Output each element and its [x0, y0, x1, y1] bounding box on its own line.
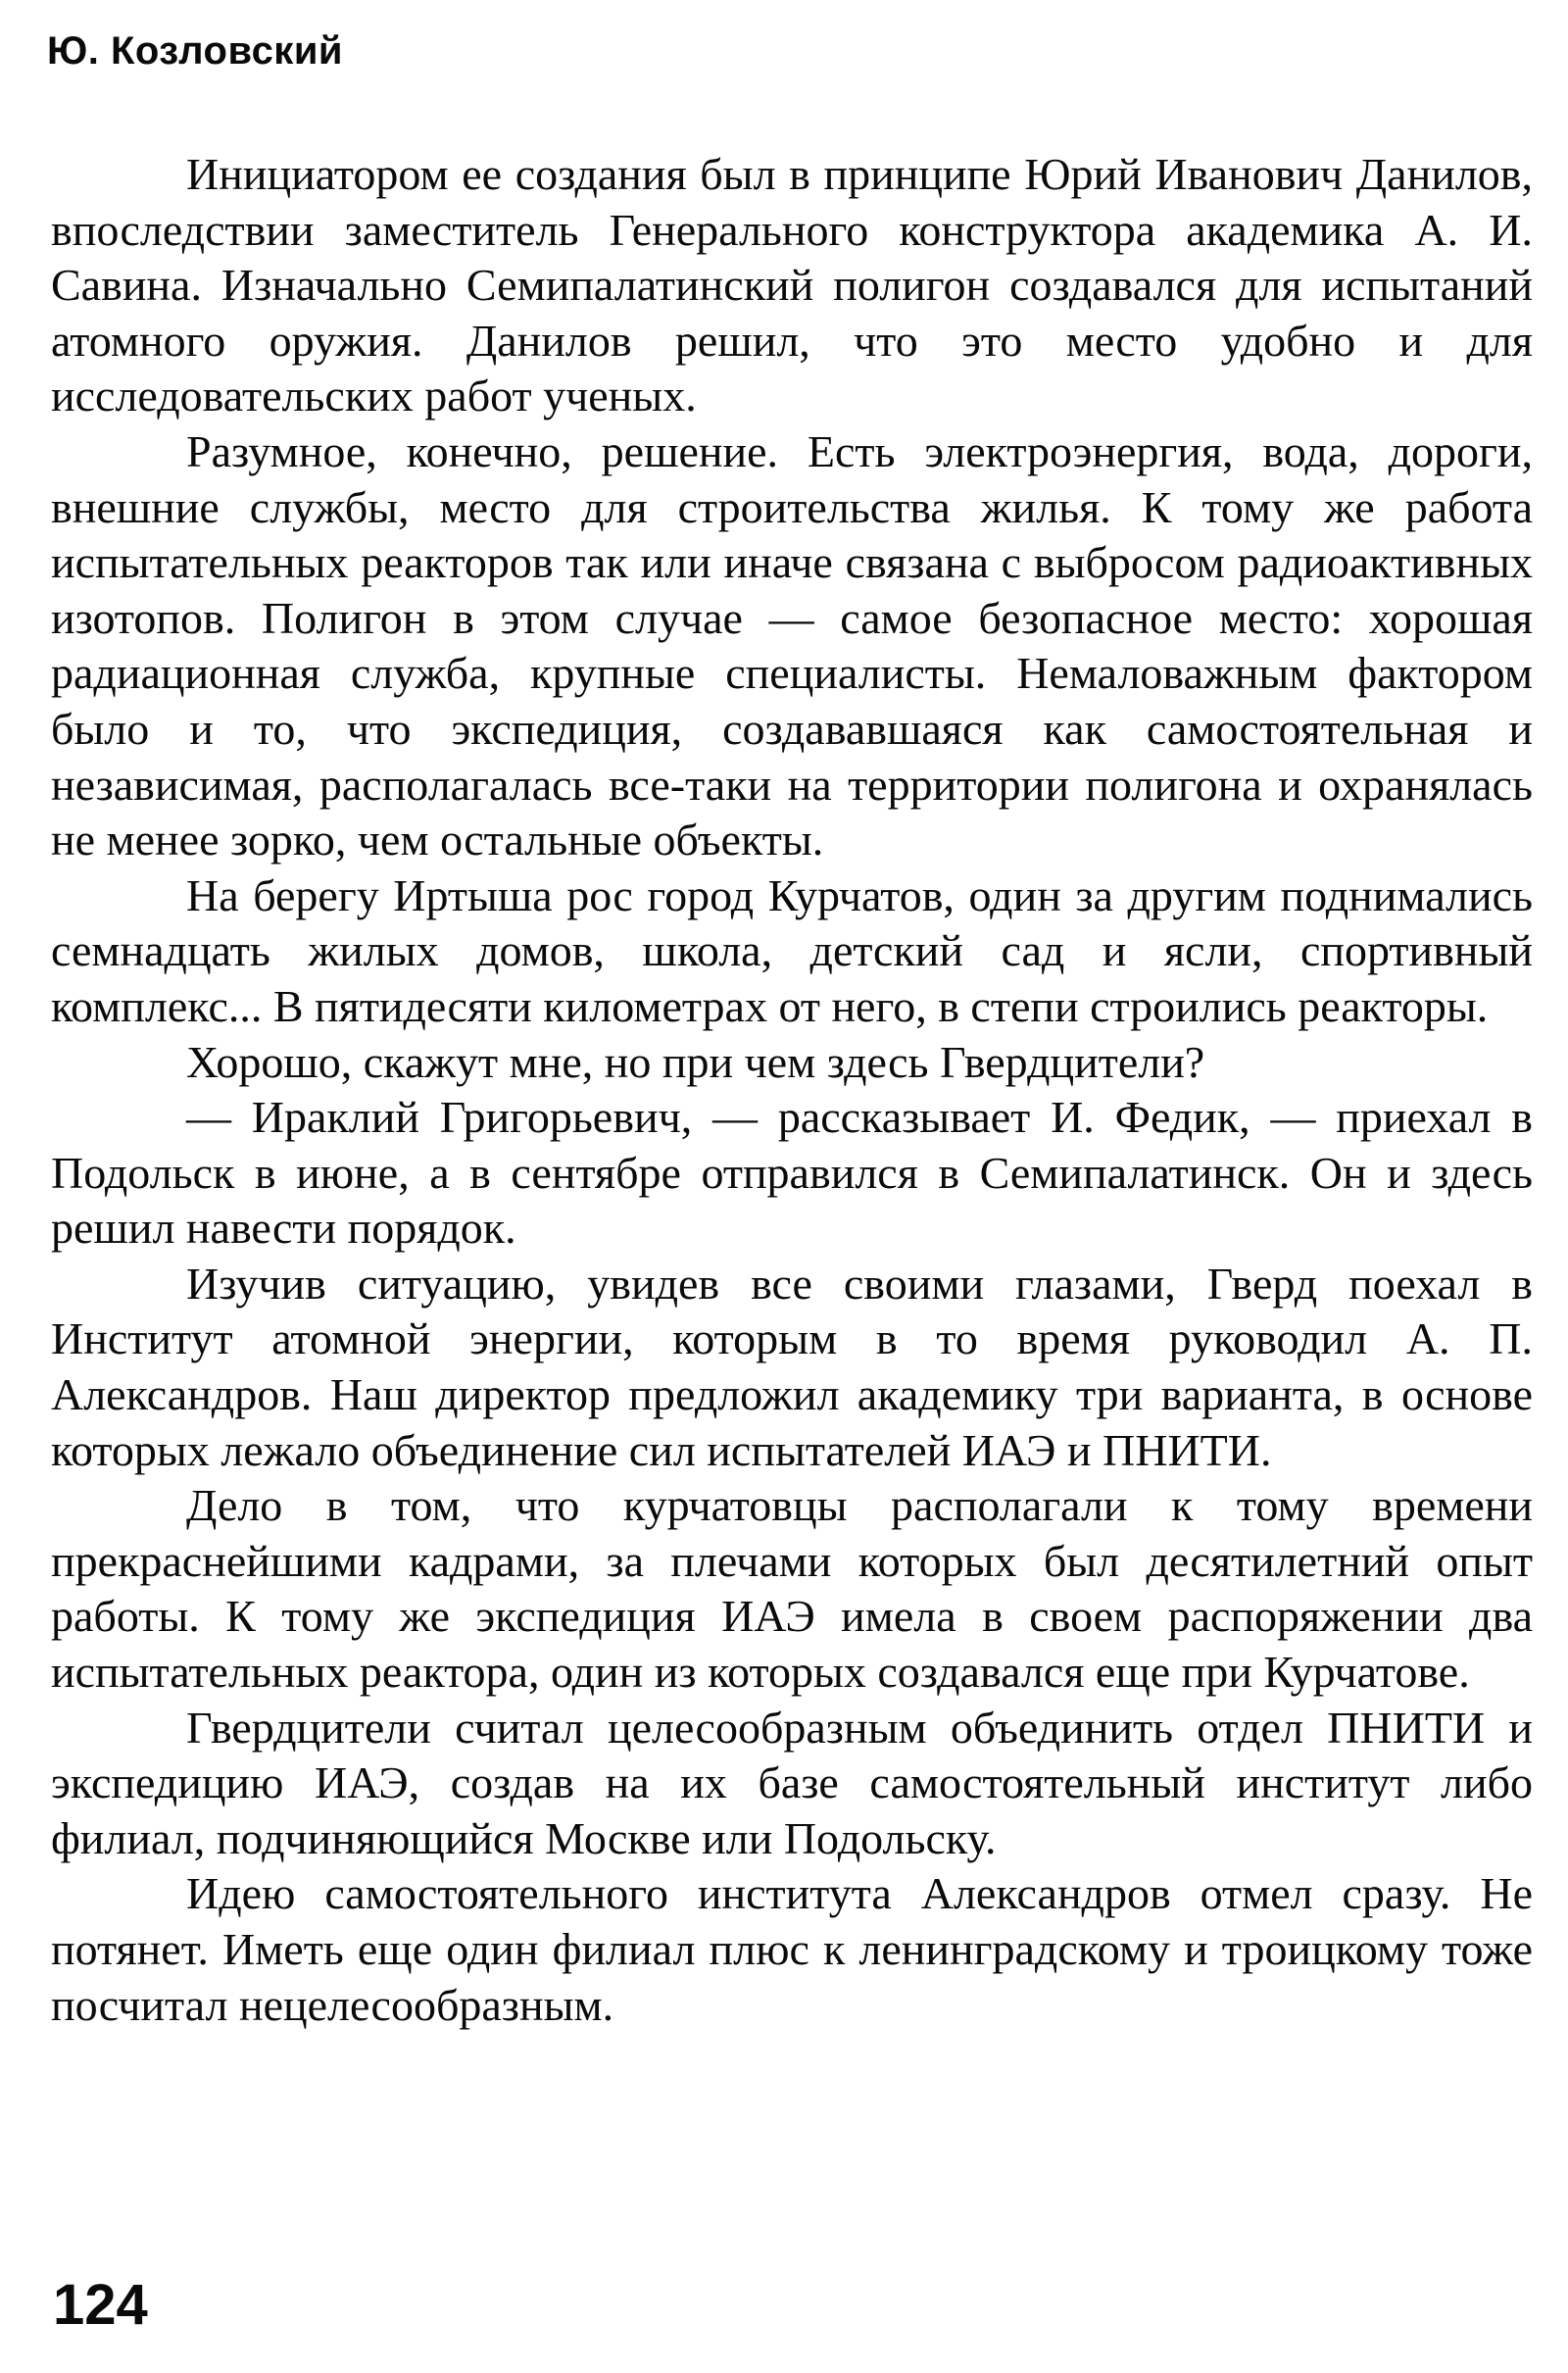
paragraph: На берегу Иртыша рос город Курчатов, один за другим поднимались семнадцать жилых домов, школа, детский сад и ясли, спортивный комплекс... В пятидесяти километрах от него, в степи строились реакторы. [51, 869, 1533, 1031]
paragraph: Изучив ситуацию, увидев все своими глазами, Гверд поехал в Институт атомной энергии, которым в то время руководил А. П. Александров. Наш директор предложил академику три варианта, в основе которых лежало объединение сил испытателей ИАЭ и ПНИТИ. [51, 1258, 1533, 1475]
body-text [51, 147, 1533, 2033]
paragraph: Разумное, конечно, решение. Есть электроэнергия, вода, дороги, внешние службы, место для строительства жилья. К тому же работа испытательных реакторов так или иначе связана с выбросом радиоактивных изотопов. Полигон в этом случае — самое безопасное место: хорошая радиационная служба, крупные специалисты. Немаловажным фактором было и то, что экспедиция, создававшаяся как самостоятельная и независимая, располагалась все-таки на территории полигона и охранялась не менее зорко, чем остальные объекты. [51, 425, 1533, 865]
paragraph: Дело в том, что курчатовцы располагали к тому времени прекраснейшими кадрами, за плечами которых был десятилетний опыт работы. К тому же экспедиция ИАЭ имела в своем распоряжении два испытательных реактора, один из которых создавался еще при Курчатове. [51, 1480, 1533, 1698]
paragraph: Гвердцители считал целесообразным объединить отдел ПНИТИ и экспедицию ИАЭ, создав на их базе самостоятельный институт либо филиал, подчиняющийся Москве или Подольску. [51, 1702, 1533, 1863]
page-number: 124 [53, 2273, 148, 2337]
paragraph: Инициатором ее создания был в принципе Юрий Иванович Данилов, впоследствии заместитель Генерального конструктора академика А. И. Савина. Изначально Семипалатинский полигон создавался для испытаний атомного оружия. Данилов решил, что это место удобно и для исследовательских работ ученых. [51, 149, 1533, 421]
paragraph: Идею самостоятельного института Александров отмел сразу. Не потянет. Иметь еще один филиал плюс к ленинградскому и троицкому тоже посчитал нецелесообразным. [51, 1868, 1533, 2030]
paragraph: — Ираклий Григорьевич, — рассказывает И. Федик, — приехал в Подольск в июне, а в сентябре отправился в Семипалатинск. Он и здесь решил навести порядок. [51, 1092, 1533, 1254]
paragraph: Хорошо, скажут мне, но при чем здесь Гвердцители? [186, 1036, 1205, 1087]
running-head: Ю. Козловский [47, 29, 344, 73]
